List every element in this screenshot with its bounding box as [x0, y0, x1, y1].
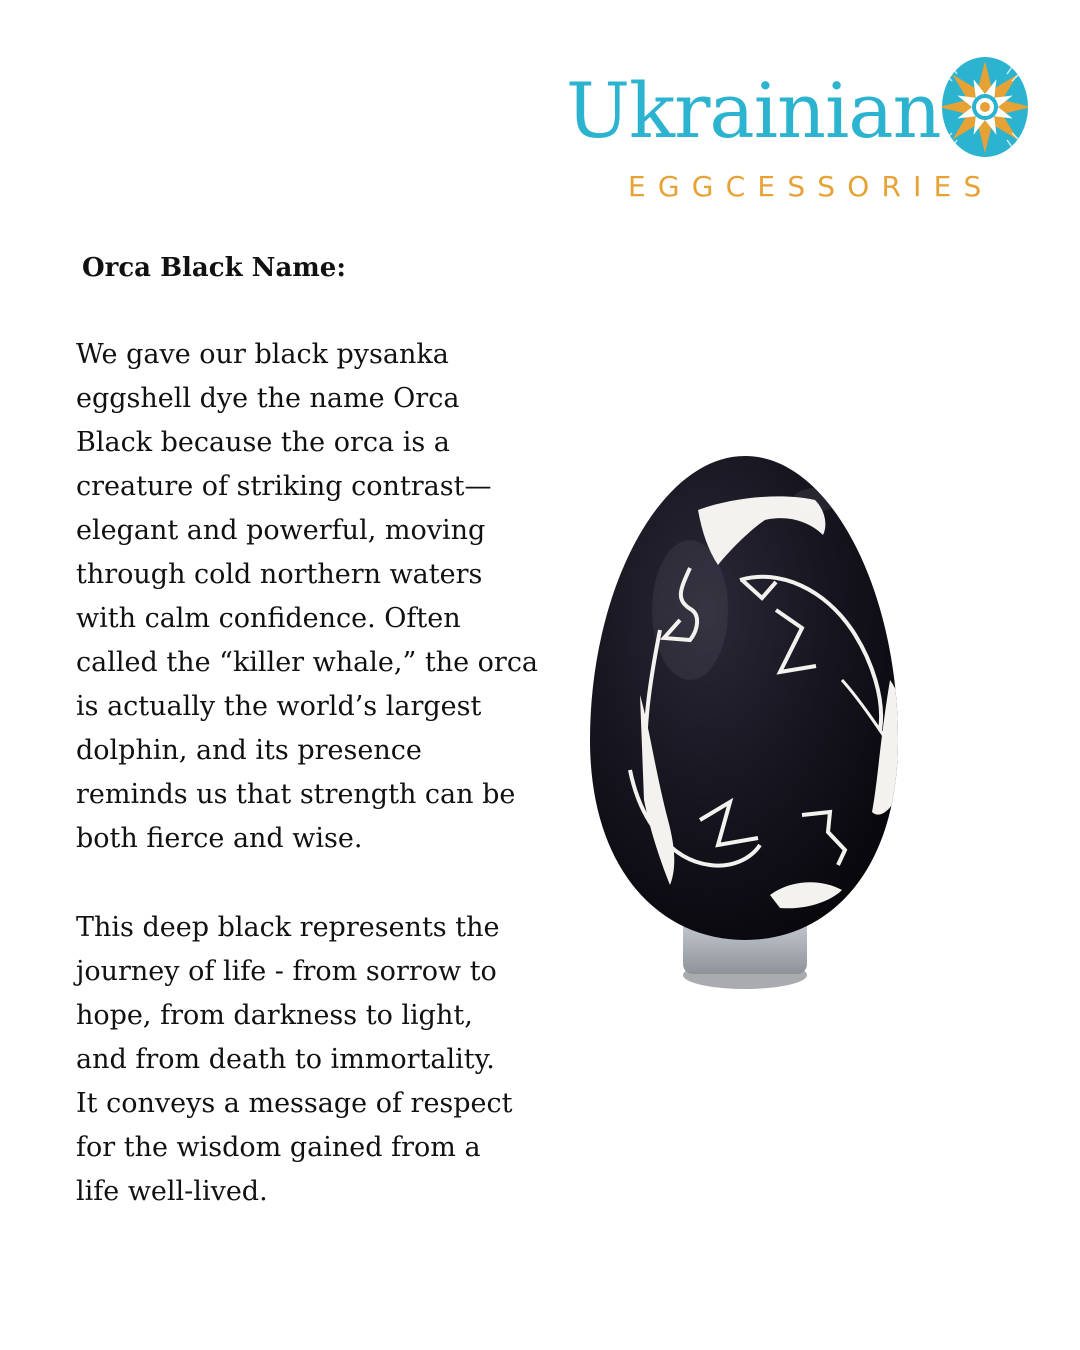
text-line: both fierce and wise.	[76, 823, 363, 854]
text-line: creature of striking contrast—	[76, 471, 492, 502]
text-line: We gave our black pysanka	[76, 339, 449, 370]
text-line: journey of life - from sorrow to	[76, 956, 497, 987]
text-line: called the “killer whale,” the orca	[76, 647, 539, 678]
text-line: elegant and powerful, moving	[76, 515, 486, 546]
text-line: This deep black represents the	[76, 912, 500, 943]
paragraph-name-meaning	[76, 333, 538, 861]
text-line: hope, from darkness to light,	[76, 1000, 473, 1031]
page-title: Orca Black Name:	[82, 253, 346, 283]
brand-tagline: EGGCESSORIES	[628, 170, 994, 203]
paragraph-symbolism	[76, 906, 513, 1214]
text-line: is actually the world’s largest	[76, 691, 482, 722]
text-line: life well-lived.	[76, 1176, 268, 1207]
text-line: and from death to immortality.	[76, 1044, 495, 1075]
text-line: for the wisdom gained from a	[76, 1132, 481, 1163]
text-line: eggshell dye the name Orca	[76, 383, 460, 414]
text-line: through cold northern waters	[76, 559, 483, 590]
text-line: dolphin, and its presence	[76, 735, 422, 766]
black-pysanka-egg-photo	[580, 440, 910, 1000]
brand-name: Ukrainian	[566, 66, 941, 155]
text-line: with calm confidence. Often	[76, 603, 461, 634]
brand-logo	[560, 55, 1040, 215]
pysanka-star-egg-icon	[938, 55, 1032, 159]
text-line: It conveys a message of respect	[76, 1088, 513, 1119]
text-line: Black because the orca is a	[76, 427, 450, 458]
text-line: reminds us that strength can be	[76, 779, 516, 810]
